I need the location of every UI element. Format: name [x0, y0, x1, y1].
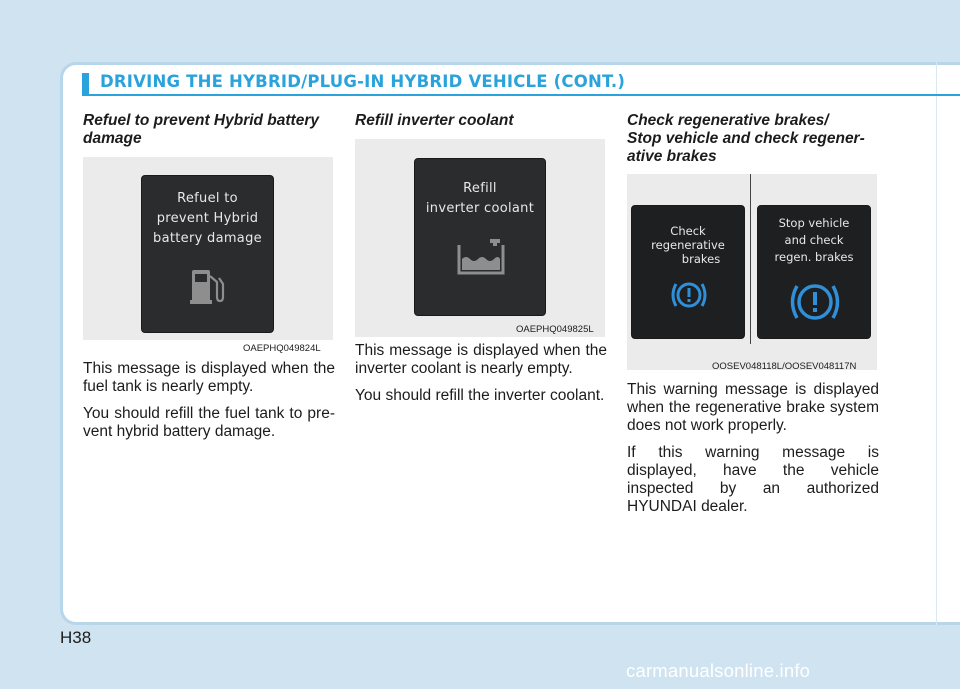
header-rule — [82, 94, 960, 96]
title-line: Stop vehicle and check regener- — [627, 130, 865, 147]
figure-refuel — [83, 157, 333, 354]
paragraph: This warning message is displayed when the regenerative brake system does not work properly. — [627, 381, 879, 434]
fuel-pump-icon — [188, 264, 228, 306]
display-text: Refill — [463, 181, 497, 196]
section-brakes — [627, 112, 879, 166]
image-code: OAEPHQ049825L — [516, 324, 594, 335]
display-text: Check — [670, 224, 706, 238]
section-title — [627, 112, 879, 166]
section-header-title: DRIVING THE HYBRID/PLUG-IN HYBRID VEHICLE (CONT.) — [100, 72, 626, 91]
title-line: Refuel to prevent Hybrid battery — [83, 112, 319, 129]
section-brakes-body — [627, 381, 879, 525]
display-text: regen. brakes — [774, 250, 854, 264]
page-number: H38 — [60, 628, 92, 647]
paragraph: This message is displayed when the inverter coolant is nearly empty. — [355, 342, 607, 377]
figure-coolant — [355, 139, 605, 337]
display-text: battery damage — [153, 231, 262, 246]
cluster-display — [141, 175, 274, 333]
figure-divider — [750, 174, 751, 344]
display-text: prevent Hybrid — [156, 211, 259, 226]
title-line: ative brakes — [627, 148, 717, 165]
paragraph: You should refill the inverter coolant. — [355, 387, 605, 404]
header-accent-bar — [82, 73, 89, 95]
cluster-display-right — [757, 205, 871, 339]
section-refuel-body — [83, 360, 335, 450]
paragraph: If this warning message is displayed, have the vehicle inspected by an authorized HYUNDAI dealer. — [627, 444, 879, 515]
image-code: OAEPHQ049824L — [243, 343, 321, 354]
section-coolant — [355, 112, 607, 130]
section-title: Refill inverter coolant — [355, 112, 514, 129]
display-text: brakes — [681, 252, 721, 266]
display-text: and check — [784, 233, 844, 247]
brake-warning-icon — [789, 280, 841, 324]
paragraph: This message is displayed when the fuel tank is nearly empty. — [83, 360, 335, 395]
watermark: carmanualsonline.info — [626, 660, 811, 681]
coolant-reservoir-icon — [456, 237, 506, 277]
section-coolant-body — [355, 342, 607, 414]
brake-warning-icon — [671, 278, 707, 312]
display-text: Stop vehicle — [778, 216, 850, 230]
margin-line — [936, 62, 937, 625]
cluster-display — [414, 158, 546, 316]
title-line: damage — [83, 130, 142, 147]
display-text: inverter coolant — [425, 201, 535, 216]
paragraph: You should refill the fuel tank to pre-vent hybrid battery damage. — [83, 405, 335, 440]
figure-brakes — [627, 174, 877, 370]
display-text: regenerative — [651, 238, 725, 252]
section-title — [83, 112, 335, 148]
section-refuel — [83, 112, 335, 148]
display-text: Refuel to — [177, 191, 238, 206]
title-line: Check regenerative brakes/ — [627, 112, 829, 129]
cluster-display-left — [631, 205, 745, 339]
image-code: OOSEV048118L/OOSEV048117N — [712, 361, 857, 372]
